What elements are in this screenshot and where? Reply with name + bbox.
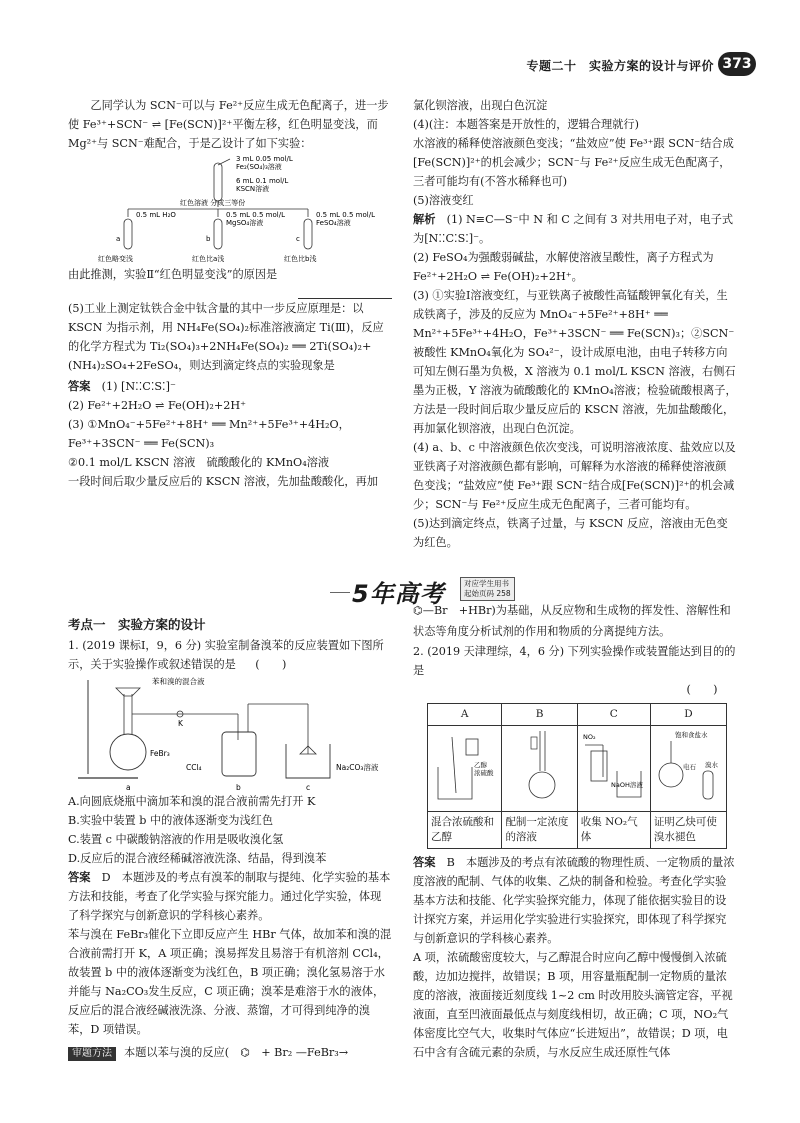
fig-label: 0.5 mL 0.5 mol/L bbox=[316, 211, 375, 219]
paragraph: (2) FeSO₄为强酸弱碱盐，水解使溶液呈酸性，离子方程式为 Fe²⁺+2H₂O ⇌ Fe(OH)₂+2H⁺。 bbox=[413, 251, 714, 283]
answer-tag: 答案 bbox=[413, 856, 436, 869]
fig-label: 6 mL 0.1 mol/L bbox=[236, 177, 289, 185]
option-caption: 证明乙炔可使溴水褪色 bbox=[650, 812, 726, 849]
paragraph: (4) a、b、c 中溶液颜色依次变浅，可说明溶液浓度、盐效应以及亚铁离子对溶液颜色都有影响，可解释为水溶液的稀释使溶液颜色变浅；“盐效应”使 Fe³⁺跟 SCN⁻结合成[Fe(SCN)]²⁺的机会减少；SCN⁻与 Fe²⁺反应生成无色配离子，三者可能均有。 bbox=[413, 441, 736, 511]
fig-label: Na₂CO₃溶液 bbox=[336, 763, 379, 772]
answer-blank bbox=[298, 284, 392, 299]
option-caption: 收集 NO₂气体 bbox=[577, 812, 650, 849]
paragraph: A 项，浓硫酸密度较大，与乙醇混合时应向乙醇中慢慢倒入浓硫酸，边加边搅拌，故错误；B 项，用容量瓶配制一定物质的量浓度的溶液，液面接近刻度线 1~2 cm 时改用胶头滴管定容，平视液面，直至凹液面最低点与刻度线相切，故正确；C 项，NO₂气体密度比空气大，收集时气体应“长进短出”，故错误；D 项，电石中含有含硫元素的杂质，与水反应生成还原性气体 bbox=[413, 951, 733, 1059]
option-caption: 混合浓硫酸和乙醇 bbox=[428, 812, 502, 849]
analysis-tag: 解析 bbox=[413, 213, 436, 226]
table-head: A bbox=[428, 704, 502, 726]
table-head: D bbox=[650, 704, 726, 726]
right-column-top bbox=[413, 96, 737, 552]
fig-label: 苯和溴的混合液 bbox=[152, 677, 205, 686]
question-2: 2. (2019 天津理综，4，6 分) 下列实验操作或装置能达到目的的是 bbox=[413, 645, 736, 677]
option-b: B.实验中装置 b 中的液体逐渐变为浅红色 bbox=[68, 814, 274, 827]
answer-line: (1) [N⁚⁚C⁚S⁚]⁻ bbox=[101, 380, 176, 393]
banner-note-line: 对应学生用书 bbox=[464, 579, 509, 588]
fig-letter: c bbox=[306, 783, 311, 792]
answer-text: D 本题涉及的考点有溴苯的制取与提纯、化学实验的基本方法和技能，考查了化学实验与探究能力。通过化学实验，体现了科学探究与创新意识的学科核心素养。 bbox=[68, 871, 391, 922]
table-head: C bbox=[577, 704, 650, 726]
page-header bbox=[0, 52, 800, 76]
tube-a-label: a bbox=[116, 235, 121, 243]
paragraph: 氯化钡溶液，出现白色沉淀 bbox=[413, 99, 548, 112]
option-d: D.反应后的混合液经稀碱溶液洗涤、结晶，得到溴苯 bbox=[68, 852, 327, 865]
valve-label: K bbox=[178, 719, 183, 728]
option-a-figure bbox=[428, 726, 502, 812]
banner-rule bbox=[330, 592, 350, 593]
fig-label: 0.5 mL H₂O bbox=[136, 211, 176, 219]
tube-c-label: c bbox=[296, 235, 300, 243]
question-1: 1. (2019 课标Ⅰ，9，6 分) 实验室制备溴苯的反应装置如下图所示，关于实验操作或叙述错误的是 bbox=[68, 639, 384, 671]
fig-letter: a bbox=[126, 783, 131, 792]
answer-paren: ( ) bbox=[255, 658, 287, 671]
table-head: B bbox=[502, 704, 577, 726]
fig-label: NaOH溶液 bbox=[610, 781, 643, 789]
fig-caption: 红色比b浅 bbox=[284, 255, 317, 263]
fig-label: 0.5 mL 0.5 mol/L bbox=[226, 211, 285, 219]
paragraph: 由此推测，实验Ⅱ“红色明显变浅”的原因是 bbox=[68, 268, 278, 281]
answer-tag: 答案 bbox=[68, 871, 91, 884]
paragraph: (4)(注：本题答案是开放性的，逻辑合理就行) bbox=[413, 118, 639, 131]
experiment-figure bbox=[68, 153, 388, 265]
paragraph: (5)溶液变红 bbox=[413, 194, 474, 207]
fig-label: CCl₄ bbox=[186, 763, 202, 772]
fig-label: FeSO₄溶液 bbox=[316, 219, 351, 227]
fig-letter: b bbox=[236, 783, 241, 792]
banner-title: 5年高考 bbox=[352, 580, 445, 608]
answer-line: 一段时间后取少量反应后的 KSCN 溶液，先加盐酸酸化，再加 bbox=[68, 475, 378, 488]
left-column-bottom bbox=[68, 615, 392, 1062]
review-tag: 审题方法 bbox=[68, 1047, 116, 1061]
section-heading: 考点一 实验方案的设计 bbox=[68, 617, 206, 632]
fig-caption: 红色比a浅 bbox=[192, 255, 225, 263]
chapter-title: 专题二十 实验方案的设计与评价 bbox=[526, 59, 714, 73]
fig-label: 浓硫酸 bbox=[473, 769, 494, 777]
option-a: A.向圆底烧瓶中滴加苯和溴的混合液前需先打开 K bbox=[68, 795, 316, 808]
banner-note-line: 起始页码 258 bbox=[464, 589, 511, 598]
paragraph: (5)达到滴定终点，铁离子过量，与 KSCN 反应，溶液由无色变为红色。 bbox=[413, 517, 728, 549]
paragraph: (1) N≡C—S⁻中 N 和 C 之间有 3 对共用电子对，电子式为[N⁚⁚C⁚S⁚]⁻。 bbox=[413, 213, 734, 245]
answer-line: (2) Fe²⁺+2H₂O ⇌ Fe(OH)₂+2H⁺ bbox=[68, 399, 247, 412]
fig-label: 乙醇 bbox=[473, 761, 487, 769]
fig-label: NO₂ bbox=[582, 733, 596, 741]
answer-tag: 答案 bbox=[68, 380, 91, 393]
page-number: 373 bbox=[718, 52, 756, 76]
fig-label: 溴水 bbox=[705, 761, 719, 769]
right-column-bottom bbox=[413, 600, 737, 1062]
fig-label: FeBr₃ bbox=[150, 749, 170, 758]
options-table bbox=[427, 703, 727, 849]
left-column-top bbox=[68, 96, 392, 491]
fig-label: 电石 bbox=[683, 763, 697, 771]
fig-label: 饱和食盐水 bbox=[675, 731, 708, 739]
banner-note bbox=[460, 577, 515, 601]
paragraph: 乙同学认为 SCN⁻可以与 Fe²⁺反应生成无色配离子，进一步使 Fe³⁺+SCN⁻ ⇌ [Fe(SCN)]²⁺平衡左移，红色明显变浅，而 Mg²⁺与 SCN⁻难配合，于是乙设计了如下实验： bbox=[68, 99, 389, 150]
tube-b-label: b bbox=[206, 235, 211, 243]
option-c-figure bbox=[577, 726, 650, 812]
paragraph: 苯与溴在 FeBr₃催化下立即反应产生 HBr 气体，故加苯和溴的混合液前需打开 K，A 项正确；溴易挥发且易溶于有机溶剂 CCl₄，故装置 b 中的液体逐渐变为浅红色，B 项正确；溴化氢易溶于水并能与 Na₂CO₃发生反应，C 项正确；溴苯是难溶于水的液体，反应后的混合液经碱液洗涤、分液、蒸馏，才可得到纯净的溴苯，D 项错误。 bbox=[68, 928, 392, 1036]
fig-label: KSCN溶液 bbox=[236, 185, 270, 193]
answer-line: ②0.1 mol/L KSCN 溶液 硫酸酸化的 KMnO₄溶液 bbox=[68, 456, 330, 469]
option-caption: 配制一定浓度的溶液 bbox=[502, 812, 577, 849]
answer-paren: ( ) bbox=[686, 683, 718, 696]
fig-label: 3 mL 0.05 mol/L bbox=[236, 155, 293, 163]
option-b-figure bbox=[502, 726, 577, 812]
paragraph: (5)工业上测定钛铁合金中钛含量的其中一步反应原理是：以 KSCN 为指示剂，用 NH₄Fe(SO₄)₂标准溶液滴定 Ti(Ⅲ)，反应的化学方程式为 Ti₂(SO₄)₃+2NH₄Fe(SO₄)₂ ══ 2Ti(SO₄)₂+(NH₄)₂SO₄+2FeSO₄，则达到滴定终点的实验现象是 bbox=[68, 302, 384, 372]
fig-label: MgSO₄溶液 bbox=[226, 219, 264, 227]
apparatus-figure bbox=[68, 674, 388, 792]
paragraph: 水溶液的稀释使溶液颜色变浅；“盐效应”使 Fe³⁺跟 SCN⁻结合成[Fe(SCN)]²⁺的机会减少；SCN⁻与 Fe²⁺反应生成无色配离子，三者可能均有(不答水稀释也可) bbox=[413, 137, 734, 188]
answer-line: (3) ①MnO₄⁻+5Fe²⁺+8H⁺ ══ Mn²⁺+5Fe³⁺+4H₂O，Fe³⁺+3SCN⁻ ══ Fe(SCN)₃ bbox=[68, 418, 350, 450]
option-d-figure bbox=[650, 726, 726, 812]
review-text: 本题以苯与溴的反应( ⌬ + Br₂ —FeBr₃→ bbox=[124, 1046, 349, 1059]
paragraph: (3) ①实验Ⅰ溶液变红，与亚铁离子被酸性高锰酸钾氧化有关，生成铁离子，涉及的反应为 MnO₄⁻+5Fe²⁺+8H⁺ ══ Mn²⁺+5Fe³⁺+4H₂O，Fe³⁺+3SCN⁻ ══ Fe(SCN)₃；②SCN⁻被酸性 KMnO₄氧化为 SO₄²⁻，设计成原电池，由电子转移方向可知左侧石墨为负极，X 溶液为 0.1 mol/L KSCN 溶液，右侧石墨为正极，Y 溶液为硫酸酸化的 KMnO₄溶液；检验硫酸根离子，方法是一段时间后取少量反应后的 KSCN 溶液，先加盐酸酸化，再加氯化钡溶液，出现白色沉淀。 bbox=[413, 289, 737, 435]
paragraph: ⌬—Br +HBr)为基础，从反应物和生成物的挥发性、溶解性和状态等角度分析试剂的作用和物质的分离提纯方法。 bbox=[413, 604, 731, 638]
fig-label: Fe₂(SO₄)₃溶液 bbox=[236, 163, 282, 171]
fig-label: 红色溶液 分成三等份 bbox=[180, 199, 246, 207]
answer-text: B 本题涉及的考点有浓硫酸的物理性质、一定物质的量浓度溶液的配制、气体的收集、乙炔的制备和检验。考查化学实验基本方法和技能、化学实验探究能力，体现了能依据实验目的设计探究方案，并运用化学实验进行实验探究，即体现了科学探究与创新意识的学科核心素养。 bbox=[413, 856, 735, 945]
option-c: C.装置 c 中碳酸钠溶液的作用是吸收溴化氢 bbox=[68, 833, 284, 846]
fig-caption: 红色略变浅 bbox=[98, 255, 133, 263]
